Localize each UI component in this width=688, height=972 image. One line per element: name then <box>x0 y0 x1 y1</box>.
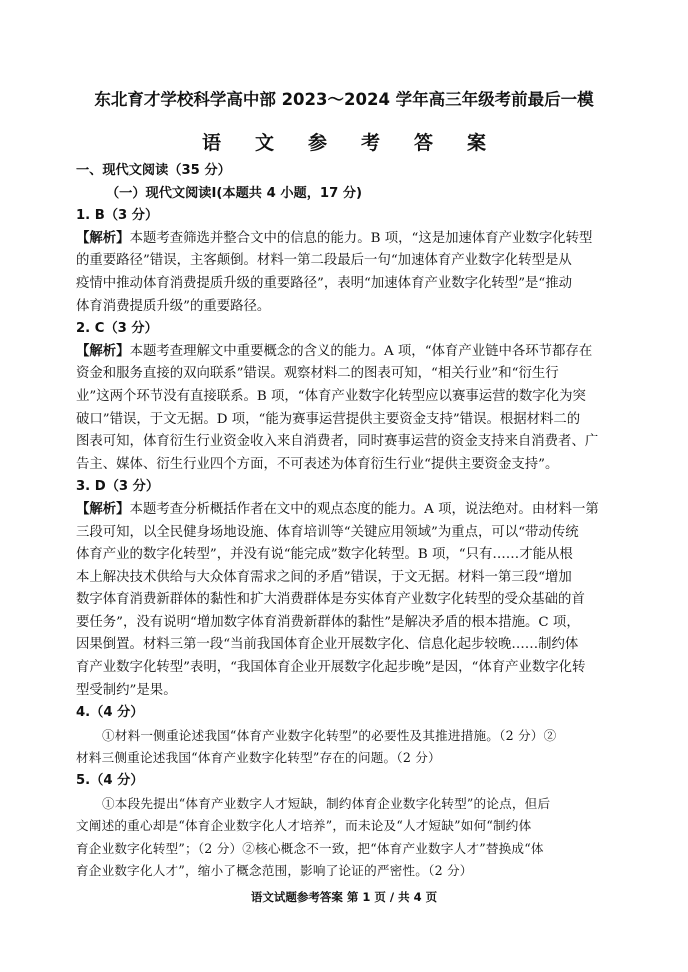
q3-line: 型受制约”是果。 <box>76 682 177 698</box>
q3-text: 本题考查分析概括作者在文中的观点态度的能力。A 项，说法绝对。由材料一第 <box>129 501 599 517</box>
q1-text: 本题考查筛选并整合文中的信息的能力。B 项，“这是加速体育产业数字化转型 <box>129 230 593 246</box>
q4-answer: 4.（4 分） <box>76 705 144 721</box>
q3-line: 体育产业的数字化转型”，并没有说“能完成”数字化转型。B 项，“只有……才能从根 <box>76 547 573 563</box>
q1-line: 体育消费提质升级”的重要路径。 <box>76 298 271 314</box>
q5-line: ①本段先提出“体育产业数字人才短缺，制约体育企业数字化转型”的论点，但后 <box>102 795 551 811</box>
q1-answer: 1. B（3 分） <box>76 208 159 224</box>
q4-line: 材料三侧重论述我国“体育产业数字化转型”存在的问题。（2 分） <box>76 750 441 766</box>
q3-line: 育产业数字化转型”表明，“我国体育企业开展数字化起步晚”是因，“体育产业数字化转 <box>76 660 586 676</box>
q5-line: 育企业数字化人才”，缩小了概念范围，影响了论证的严密性。（2 分） <box>76 863 473 879</box>
document-subtitle: 语文参考答案 <box>201 132 520 154</box>
q2-answer: 2. C（3 分） <box>76 321 158 337</box>
q4-line: ①材料一侧重论述我国“体育产业数字化转型”的必要性及其推进措施。（2 分）② <box>102 727 557 743</box>
q3-line: 三段可知，以全民健身场地设施、体育培训等“关键应用领域”为重点，可以“带动传统 <box>76 524 579 540</box>
q3-line: 本上解决技术供给与大众体育需求之间的矛盾”错误，于文无据。材料一第三段“增加 <box>76 569 572 585</box>
answer-content <box>76 160 610 883</box>
q3-line: 因果倒置。材料三第一段“当前我国体育企业开展数字化、信息化起步较晚……制约体 <box>76 637 579 653</box>
analysis-label: 【解析】 <box>76 501 130 517</box>
section-heading: 一、现代文阅读（35 分） <box>76 163 231 178</box>
q2-line <box>76 341 610 364</box>
q2-line: 资金和服务直接的双向联系”错误。观察材料二的图表可知，“相关行业”和“衍生行 <box>76 366 559 382</box>
q3-line: 要任务”，没有说明“增加数字体育消费新群体的黏性”是解决矛盾的根本措施。C 项， <box>76 614 580 630</box>
page-footer: 语文试题参考答案 第 1 页 / 共 4 页 <box>250 890 438 904</box>
subsection-heading: （一）现代文阅读Ⅰ(本题共 4 小题，17 分) <box>106 185 363 201</box>
analysis-label: 【解析】 <box>76 230 130 246</box>
q5-answer: 5.（4 分） <box>76 773 144 789</box>
q2-line: 业”这两个环节没有直接联系。B 项，“体育产业数字化转型应以赛事运营的数字化为突 <box>76 388 586 404</box>
document-title: 东北育才学校科学高中部 2023～2024 学年高三年级考前最后一模 <box>94 90 594 109</box>
q5-line: 育企业数字化转型”；（2 分）②核心概念不一致，把“体育产业数字人才”替换成“体 <box>76 840 544 856</box>
q1-line: 疫情中推动体育消费提质升级的重要路径”，表明“加速体育产业数字化转型”是“推动 <box>76 275 573 291</box>
q2-line: 破口”错误，于文无据。D 项，“能为赛事运营提供主要资金支持”错误。根据材料二的 <box>76 411 581 427</box>
q1-line: 的重要路径”错误，主客颠倒。材料一第二段最后一句“加速体育产业数字化转型是从 <box>76 253 572 269</box>
q5-line: 文阐述的重心却是“体育企业数字化人才培养”，而未论及“人才短缺”如何“制约体 <box>76 818 532 834</box>
q3-line: 数字体育消费新群体的黏性和扩大消费群体是夯实体育产业数字化转型的受众基础的首 <box>76 592 585 608</box>
q3-answer: 3. D（3 分） <box>76 479 160 495</box>
q2-line: 图表可知，体育衍生行业资金收入来自消费者，同时赛事运营的资金支持来自消费者、广 <box>76 434 599 450</box>
analysis-label: 【解析】 <box>76 343 130 359</box>
q2-text: 本题考查理解文中重要概念的含义的能力。A 项，“体育产业链中各环节都存在 <box>129 343 593 359</box>
q2-line: 告主、媒体、衍生行业四个方面，不可表述为体育衍生行业“提供主要资金支持”。 <box>76 456 559 472</box>
q3-line <box>76 499 610 522</box>
q1-line <box>76 228 610 251</box>
